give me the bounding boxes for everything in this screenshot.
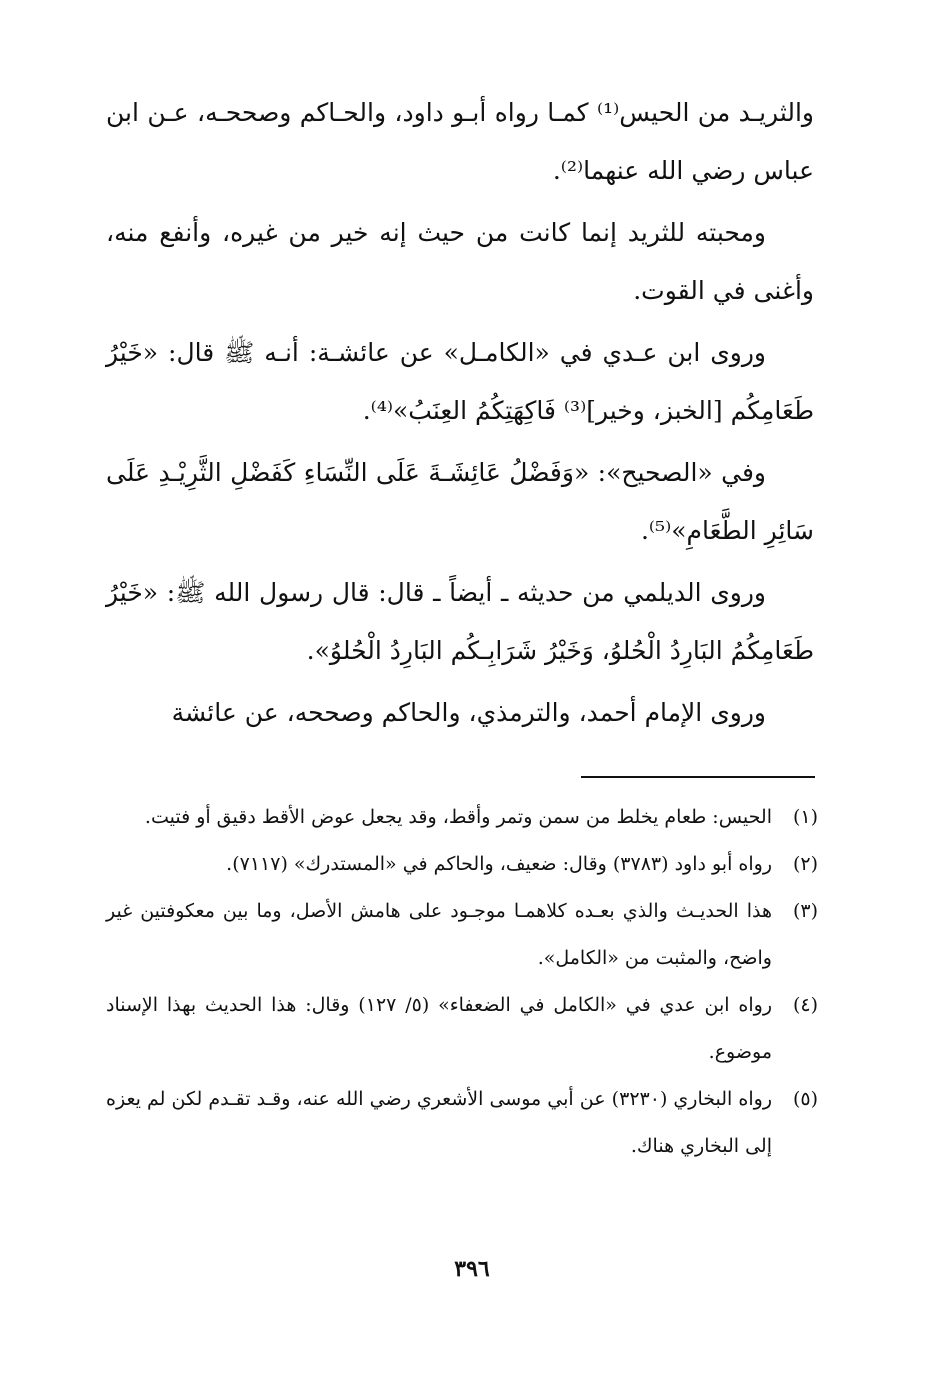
- paragraph-3: وروى ابن عـدي في «الكامـل» عن عائشـة: أنـه ﷺ قال: «خَيْرُ طَعَامِكُم [الخبز، وخير]⁽³⁾ فَاكِهَتِكُمُ العِنَبُ»⁽⁴⁾.: [106, 338, 814, 425]
- footnote-4: [106, 982, 818, 1076]
- footnote-text: رواه أبو داود (٣٧٨٣) وقال: ضعيف، والحاكم في «المستدرك» (٧١١٧).: [226, 853, 772, 875]
- footnote-5: [106, 1076, 818, 1170]
- footnote-number: (٤): [792, 994, 818, 1016]
- footnote-number: (٢): [792, 853, 818, 875]
- footnote-text: الحيس: طعام يخلط من سمن وتمر وأقط، وقد يجعل عوض الأقط دقيق أو فتيت.: [144, 806, 772, 828]
- footnotes: [106, 794, 818, 1170]
- footnote-separator: [581, 776, 815, 778]
- footnote-3: [106, 888, 818, 982]
- paragraph-6: وروى الإمام أحمد، والترمذي، والحاكم وصححه، عن عائشة: [171, 698, 766, 727]
- footnote-text: هذا الحديـث والذي بعـده كلاهمـا موجـود على هامش الأصل، وما بين معكوفتين غير واضح، والمثبت من «الكامل».: [106, 900, 772, 969]
- footnote-number: (٥): [792, 1088, 818, 1110]
- footnote-number: (١): [792, 806, 818, 828]
- footnote-text: رواه البخاري (٣٢٣٠) عن أبي موسى الأشعري رضي الله عنه، وقـد تقـدم لكن لم يعزه إلى البخاري هناك.: [106, 1088, 773, 1157]
- paragraph-2: ومحبته للثريد إنما كانت من حيث إنه خير من غيره، وأنفع منه، وأغنى في القوت.: [106, 218, 814, 305]
- paragraph-1: والثريـد من الحيس⁽¹⁾ كمـا رواه أبـو داود، والحـاكم وصححـه، عـن ابن عباس رضي الله عنهما⁽²⁾.: [106, 98, 815, 185]
- main-text: [106, 84, 814, 746]
- paragraph-4: وفي «الصحيح»: «وَفَضْلُ عَائِشَـةَ عَلَى النِّسَاءِ كَفَضْلِ الثَّرِيْـدِ عَلَى سَائِرِ الطَّعَامِ»⁽⁵⁾.: [106, 458, 814, 545]
- footnote-1: [106, 794, 818, 841]
- footnote-2: [106, 841, 818, 888]
- footnote-number: (٣): [792, 900, 818, 922]
- page-number: ٣٩٦: [454, 1256, 490, 1282]
- footnote-text: رواه ابن عدي في «الكامل في الضعفاء» (٥/ ١٢٧) وقال: هذا الحديث بهذا الإسناد موضوع.: [106, 994, 772, 1063]
- paragraph-5: وروى الديلمي من حديثه ـ أيضاً ـ قال: قال رسول الله ﷺ: «خَيْرُ طَعَامِكُمُ البَارِدُ الْحُلوُ، وَخَيْرُ شَرَابِـكُم البَارِدُ الْحُلوُ».: [106, 578, 814, 665]
